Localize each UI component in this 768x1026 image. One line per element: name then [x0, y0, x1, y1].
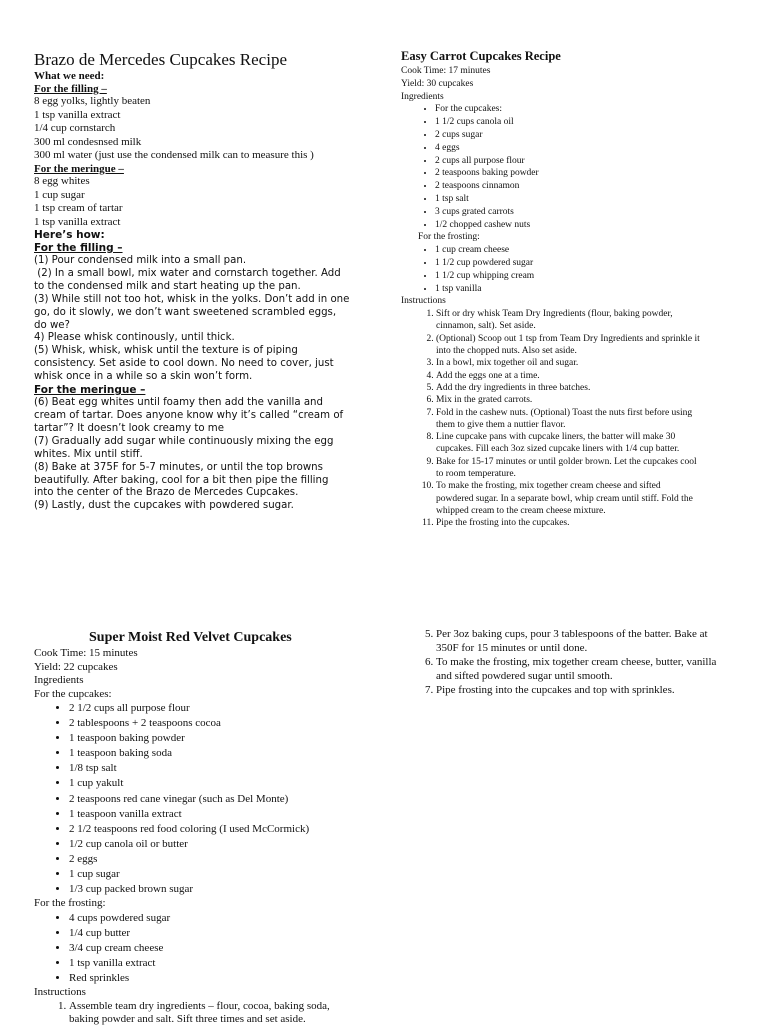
step-line: do we? [34, 319, 70, 331]
redvelvet-cupcake-ingredients [34, 701, 394, 897]
redvelvet-ingredients-label: Ingredients [34, 674, 84, 686]
step-line: (2) In a small bowl, mix water and cornstarch together. Add [34, 267, 341, 279]
ingredient-line: 1/4 cup cornstarch [34, 122, 116, 134]
instruction-step: 6. To make the frosting, mix together cream cheese, butter, vanilla and sifted powdered sugar until smooth. [436, 656, 761, 683]
redvelvet-title: Super Moist Red Velvet Cupcakes [89, 630, 292, 645]
list-item: • 4 cups powdered sugar [69, 911, 394, 926]
instruction-step: 8. Line cupcake pans with cupcake liners, the batter will make 30 cupcakes. Fill each 3oz sized cupcake liners with 1/4 cup batter. [436, 431, 761, 456]
instruction-step: 11. Pipe the frosting into the cupcakes. [436, 517, 761, 529]
step-line: go, do it slowly, we don’t want sweetened scrambled eggs, [34, 306, 337, 318]
step-line: to the condensed milk and start heating up the pan. [34, 280, 301, 292]
redvelvet-instructions-continued [401, 628, 761, 698]
instruction-step: 5. Per 3oz baking cups, pour 3 tablespoons of the batter. Bake at 350F for 15 minutes or until done. [436, 628, 761, 655]
heres-how-label: Here’s how: [34, 229, 105, 241]
carrot-frosting-label: For the frosting: [418, 232, 480, 243]
carrot-cook-time: Cook Time: 17 minutes [401, 66, 491, 76]
redvelvet-cupcakes-label: For the cupcakes: [34, 687, 112, 700]
redvelvet-continued [401, 628, 761, 699]
instruction-step: 7. Fold in the cashew nuts. (Optional) Toast the nuts first before using them to give them a nuttier flavor. [436, 407, 761, 432]
list-item: • 3/4 cup cream cheese [69, 941, 394, 956]
list-item: • 1 teaspoon baking soda [69, 746, 394, 761]
carrot-recipe [401, 48, 761, 529]
brazo-recipe [34, 49, 374, 513]
instruction-step: 5. Add the dry ingredients in three batches. [436, 382, 761, 394]
filling-steps [34, 255, 374, 384]
meringue-heading: For the meringue – [34, 162, 124, 175]
list-item: • 2 1/2 teaspoons red food coloring (I used McCormick) [69, 822, 394, 837]
ingredient-line: 1 tsp vanilla extract [34, 108, 121, 121]
carrot-ingredients-label: Ingredients [401, 91, 444, 102]
step-line: (6) Beat egg whites until foamy then add the vanilla and [34, 397, 323, 409]
redvelvet-frosting-ingredients [34, 911, 394, 986]
how-filling-heading: For the filling – [34, 242, 123, 254]
list-item: • 2 teaspoons baking powder [435, 167, 761, 180]
list-item: • 2 teaspoons red cane vinegar (such as Del Monte) [69, 792, 394, 807]
instruction-step: 6. Mix in the grated carrots. [436, 394, 761, 406]
instruction-step: 2. (Optional) Scoop out 1 tsp from Team Dry Ingredients and sprinkle it into the chopped nuts. Also set aside. [436, 333, 761, 358]
ingredient-line: 8 egg whites [34, 175, 90, 187]
instruction-step: 1. Assemble team dry ingredients – flour, cocoa, baking soda, baking powder and salt. Sift three times and set aside. [69, 1000, 394, 1026]
how-meringue-heading: For the meringue – [34, 384, 146, 397]
list-item: • 1 1/2 cup powdered sugar [435, 257, 761, 270]
what-we-need-label: What we need: [34, 70, 105, 82]
ingredient-line: 1 tsp vanilla extract [34, 215, 121, 228]
redvelvet-frosting-label: For the frosting: [34, 897, 106, 910]
list-item: • 4 eggs [435, 142, 761, 155]
list-item: • 1/2 cup canola oil or butter [69, 837, 394, 852]
filling-ingredients [34, 95, 374, 163]
step-line: whites. Mix until stiff. [34, 448, 143, 460]
step-line: whisk once in a while so a skin won’t form. [34, 371, 253, 383]
redvelvet-instructions [34, 1000, 394, 1026]
meringue-ingredients [34, 175, 374, 229]
list-item: • 1 teaspoon vanilla extract [69, 807, 394, 822]
redvelvet-yield: Yield: 22 cupcakes [34, 660, 118, 673]
list-item: • Red sprinkles [69, 971, 394, 986]
step-line: beautifully. After baking, cool for a bit then pipe the filling [34, 474, 329, 486]
ingredient-line: 1 tsp cream of tartar [34, 202, 123, 214]
filling-heading: For the filling – [34, 82, 107, 95]
carrot-yield: Yield: 30 cupcakes [401, 78, 474, 89]
list-item: • 2 eggs [69, 852, 394, 867]
step-line: (5) Whisk, whisk, whisk until the texture is of piping [34, 345, 298, 357]
list-item: • For the cupcakes: [435, 103, 761, 116]
instruction-step: 1. Sift or dry whisk Team Dry Ingredients (flour, baking powder, cinnamon, salt). Set aside. [436, 308, 761, 333]
instruction-step: 10. To make the frosting, mix together cream cheese and sifted powdered sugar. In a separate bowl, whip cream until stiff. Fold the whipped cream to the cream cheese mixture. [436, 480, 761, 517]
list-item: • 2 tablespoons + 2 teaspoons cocoa [69, 716, 394, 731]
list-item: • 1 1/2 cup whipping cream [435, 270, 761, 283]
list-item: • 1 tsp vanilla [435, 283, 761, 296]
step-line: (9) Lastly, dust the cupcakes with powdered sugar. [34, 500, 294, 512]
ingredient-line: 1 cup sugar [34, 188, 85, 201]
meringue-steps [34, 397, 374, 513]
instruction-step: 4. Add the eggs one at a time. [436, 370, 761, 382]
list-item: • 1 teaspoon baking powder [69, 731, 394, 746]
carrot-instructions [401, 308, 761, 529]
step-line: cream of tartar. Does anyone know why it’s called “cream of [34, 409, 344, 421]
instruction-step: 9. Bake for 15-17 minutes or until golder brown. Let the cupcakes cool to room temperature. [436, 456, 761, 481]
list-item: • 1 tsp vanilla extract [69, 956, 394, 971]
list-item: • 2 cups all purpose flour [435, 155, 761, 168]
step-line: consistency. Set aside to cool down. No need to cover, just [34, 358, 334, 370]
list-item: • 1 cup cream cheese [435, 244, 761, 257]
list-item: • 1 cup yakult [69, 776, 394, 791]
list-item: • 1/4 cup butter [69, 926, 394, 941]
list-item: • 3 cups grated carrots [435, 206, 761, 219]
carrot-title: Easy Carrot Cupcakes Recipe [401, 49, 561, 63]
list-item: • 1/2 chopped cashew nuts [435, 219, 761, 232]
list-item: • 1 cup sugar [69, 867, 394, 882]
step-line: 4) Please whisk continously, until thick. [34, 332, 235, 344]
list-item: • 2 cups sugar [435, 129, 761, 142]
list-item: • 2 1/2 cups all purpose flour [69, 701, 394, 716]
step-line: into the center of the Brazo de Mercedes Cupcakes. [34, 487, 299, 499]
redvelvet-cook-time: Cook Time: 15 minutes [34, 647, 138, 659]
ingredient-line: 300 ml water (just use the condensed milk can to measure this ) [34, 149, 314, 161]
redvelvet-recipe [34, 628, 394, 1026]
instruction-step: 7. Pipe frosting into the cupcakes and top with sprinkles. [436, 684, 761, 698]
carrot-frosting-ingredients [401, 244, 761, 295]
carrot-cupcake-ingredients [401, 103, 761, 231]
step-line: (8) Bake at 375F for 5-7 minutes, or until the top browns [34, 461, 323, 473]
brazo-title: Brazo de Mercedes Cupcakes Recipe [34, 50, 287, 69]
instruction-step: 3. In a bowl, mix together oil and sugar. [436, 357, 761, 369]
list-item: • 2 teaspoons cinnamon [435, 180, 761, 193]
ingredient-line: 8 egg yolks, lightly beaten [34, 95, 151, 107]
step-line: (1) Pour condensed milk into a small pan. [34, 255, 247, 266]
redvelvet-instructions-label: Instructions [34, 986, 86, 999]
list-item: • 1 1/2 cups canola oil [435, 116, 761, 129]
list-item: • 1/8 tsp salt [69, 761, 394, 776]
step-line: (3) While still not too hot, whisk in the yolks. Don’t add in one [34, 293, 350, 305]
carrot-instructions-label: Instructions [401, 296, 446, 307]
step-line: tartar”? It doesn’t look creamy to me [34, 422, 225, 434]
list-item: • 1 tsp salt [435, 193, 761, 206]
step-line: (7) Gradually add sugar while continuously mixing the egg [34, 435, 334, 447]
ingredient-line: 300 ml condesnsed milk [34, 135, 142, 148]
list-item: • 1/3 cup packed brown sugar [69, 882, 394, 897]
